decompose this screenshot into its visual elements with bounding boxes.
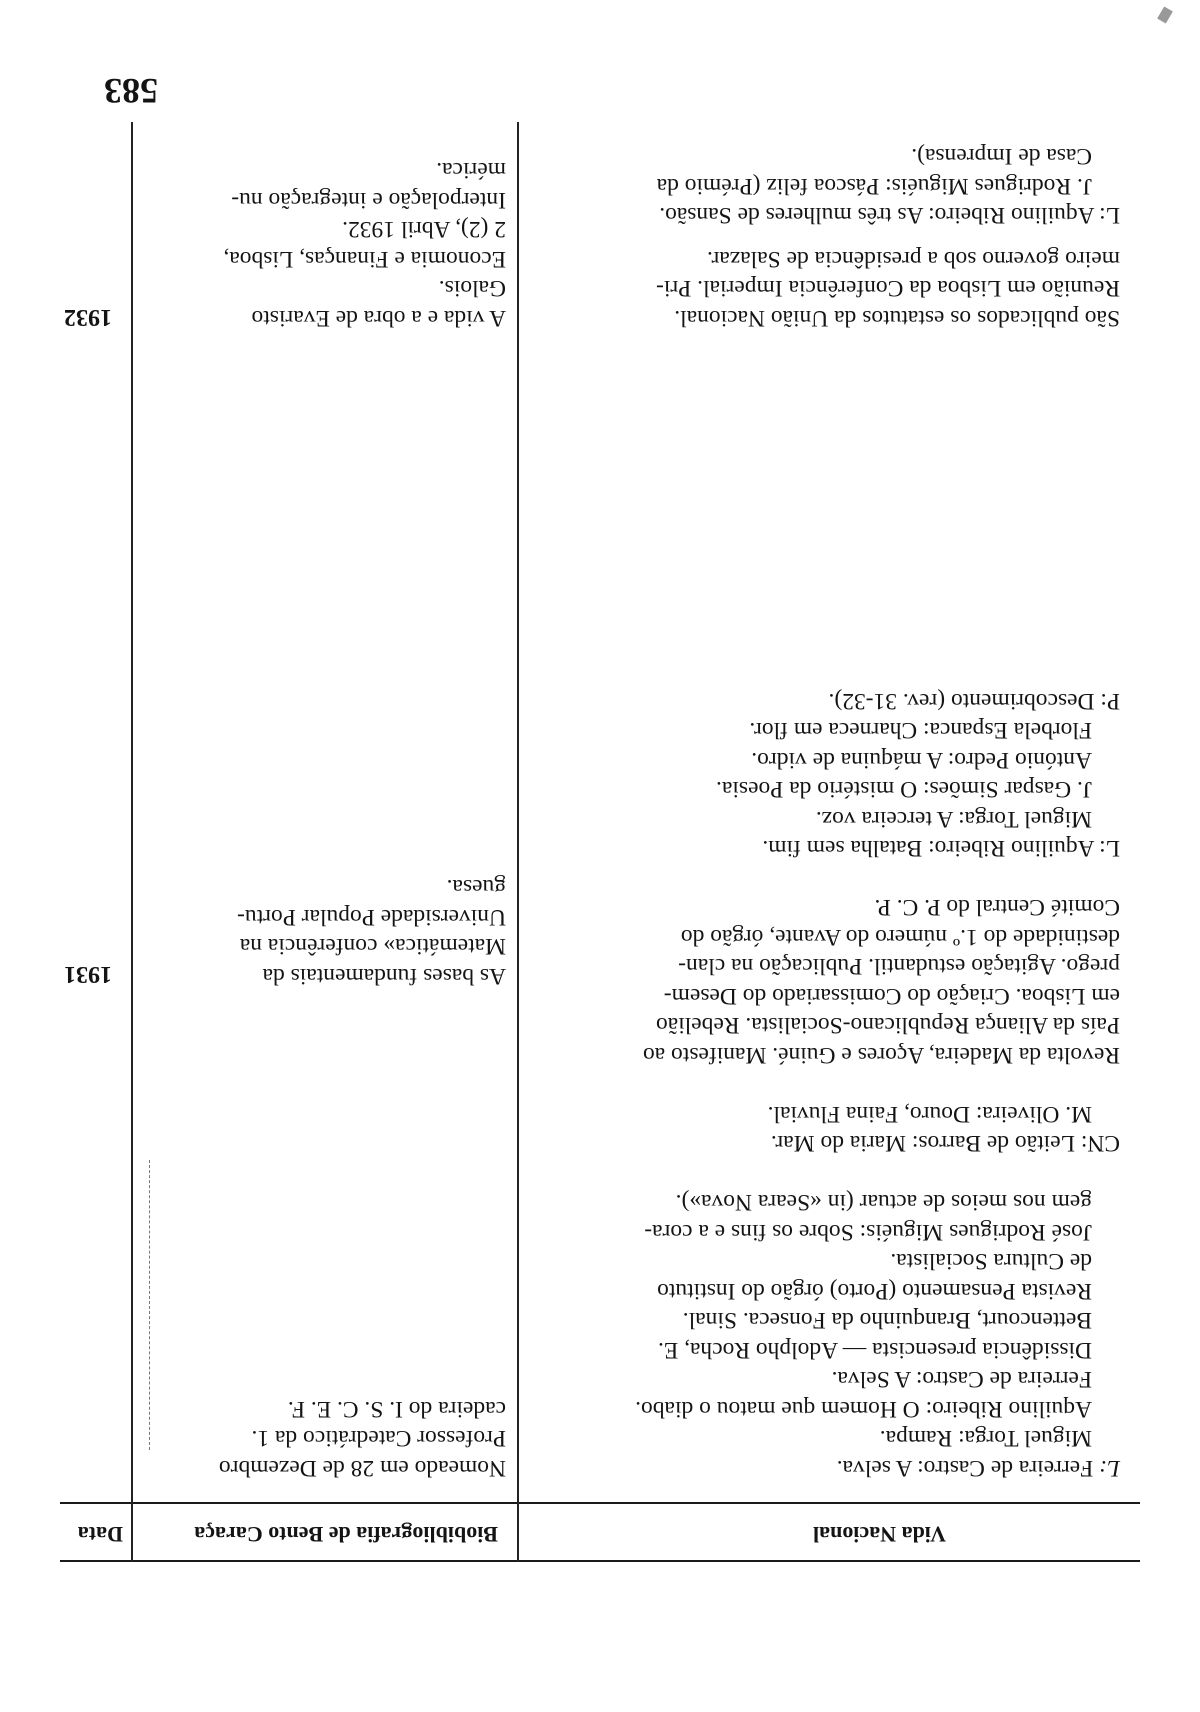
- year-1931: 1931: [64, 961, 112, 987]
- text-line: cadeira do I. S. C. E. F.: [287, 1396, 506, 1422]
- text-line: Matemática» conferência na: [239, 933, 506, 960]
- text-line: Interpolação e integração nu-: [231, 187, 506, 213]
- label-l: L:: [1099, 1455, 1120, 1481]
- text-line: Galois.: [438, 275, 506, 302]
- text-line: guesa.: [446, 874, 506, 901]
- page-number: 583: [104, 71, 158, 111]
- text-line: Bettencourt, Branquinho da Fonseca. Sinal.: [682, 1307, 1092, 1334]
- scan-speck: [1157, 6, 1173, 23]
- column-divider-1: [517, 122, 519, 1562]
- biobibliografia-1931-a: [136, 1394, 506, 1483]
- text-line: destinidade do 1.º número do Avante, órgão do: [680, 924, 1120, 950]
- text-line: CN: Leitão de Barros: Maria do Mar.: [770, 1130, 1120, 1157]
- text-line: Economia e Finanças, Lisboa,: [223, 246, 506, 272]
- text-line: A vida e a obra de Evaristo: [251, 305, 506, 331]
- text-line: 2 (2), Abril 1932.: [342, 216, 506, 243]
- vida-nacional-1932: [530, 141, 1120, 332]
- text-line: Aquilino Ribeiro: O Homem que matou o diabo.: [635, 1396, 1092, 1422]
- vida-nacional-1931: [530, 656, 1120, 1482]
- text-line: Nomeado em 28 de Dezembro: [218, 1455, 506, 1481]
- text-line: Miguel Torga: Rampa.: [879, 1425, 1092, 1452]
- text-line: País da Aliança Republicano-Socialista. Rebelião: [656, 1012, 1120, 1039]
- text-line: António Pedro: A máquina de vidro.: [751, 747, 1092, 773]
- text-line: J. Gaspar Simões: O mistério da Poesia.: [716, 776, 1092, 803]
- text-line: em Lisboa. Criação do Comissariado do Desem-: [663, 983, 1120, 1009]
- text-line: Florbela Espanca: Charneca em flor.: [749, 717, 1092, 744]
- text-line: Miguel Torga: A terceira voz.: [815, 806, 1092, 832]
- text-line: J. Rodrigues Miguéis: Páscoa feliz (Prémio da: [656, 173, 1092, 199]
- text-line: As bases fundamentais da: [262, 963, 506, 989]
- text-line: meiro governo sob a presidência de Salazar.: [706, 246, 1120, 272]
- header-biobibliografia: Biobibliografia de Bento Caraça: [194, 1522, 498, 1547]
- column-divider-2: [131, 122, 133, 1562]
- header-rule: [60, 1502, 1140, 1504]
- text-line: [530, 1453, 1120, 1483]
- biobibliografia-1931-b: [136, 872, 506, 990]
- header-vida-nacional: Vida Nacional: [812, 1522, 946, 1547]
- biobibliografia-1932: [136, 155, 506, 332]
- year-1932: 1932: [64, 304, 112, 330]
- header-data: Data: [77, 1522, 123, 1547]
- text-line: Professor Catedrático da 1.: [251, 1425, 506, 1452]
- text-line: Ferreira de Castro: A Selva.: [831, 1366, 1092, 1393]
- text-line: Comité Central do P. C. P.: [874, 894, 1120, 921]
- text-line: Casa de Imprensa).: [911, 143, 1092, 170]
- text-line: de Cultura Socialista.: [890, 1248, 1092, 1275]
- text-line: Revista Pensamento (Porto) órgão do Instituto: [657, 1278, 1092, 1304]
- text-line: Dissidência presencista — Adolpho Rocha, E.: [657, 1337, 1092, 1363]
- text-line: L: Aquilino Ribeiro: Batalha sem fim.: [762, 835, 1120, 862]
- text-line: mérica.: [436, 157, 506, 184]
- text-line: São publicados os estatutos da União Nacional.: [674, 305, 1120, 331]
- text-line: José Rodrigues Miguéis: Sobre os fins e a cora-: [644, 1219, 1092, 1245]
- text-line: prego. Agitação estudantil. Publicação na clan-: [678, 953, 1120, 980]
- text-line: gem nos meios de actuar (in «Seara Nova»).: [675, 1189, 1092, 1216]
- text-line: P: Descobrimento (rev. 31-32).: [828, 688, 1120, 714]
- top-rule: [60, 1560, 1140, 1562]
- text-line: Universidade Popular Portu-: [237, 904, 506, 930]
- text-line-content: Ferreira de Castro: A selva.: [836, 1455, 1094, 1481]
- text-line: Reunião em Lisboa da Conferência Imperial. Pri-: [656, 275, 1120, 302]
- text-line: M. Oliveira: Douro, Faina Fluvial.: [767, 1101, 1092, 1127]
- text-line: L: Aquilino Ribeiro: As três mulheres de Sansão.: [659, 202, 1120, 229]
- text-line: Revolta da Madeira, Açores e Guiné. Manifesto ao: [642, 1042, 1120, 1068]
